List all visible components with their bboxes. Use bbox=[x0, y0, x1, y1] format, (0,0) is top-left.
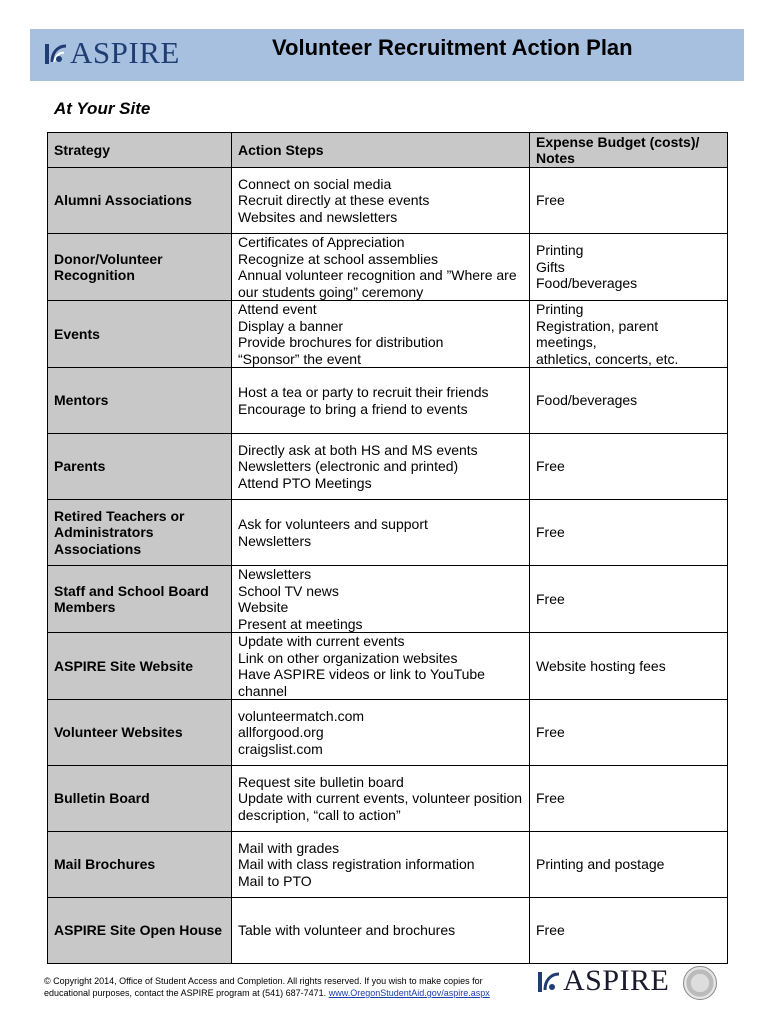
strategy-cell bbox=[48, 898, 232, 964]
table-row bbox=[48, 500, 728, 566]
action-steps-cell-line: Mail with grades bbox=[238, 839, 340, 856]
expense-notes-cell bbox=[530, 234, 728, 301]
strategy-cell-line: Volunteer Websites bbox=[54, 724, 183, 741]
expense-notes-cell-line: Food/beverages bbox=[536, 275, 638, 292]
expense-notes-cell-line: athletics, concerts, etc. bbox=[536, 350, 679, 367]
action-steps-cell bbox=[232, 301, 530, 368]
action-steps-cell-line: craigslist.com bbox=[238, 740, 323, 757]
table-row bbox=[48, 700, 728, 766]
table-row bbox=[48, 633, 728, 700]
strategy-cell bbox=[48, 566, 232, 633]
strategy-cell-line: Donor/Volunteer bbox=[54, 250, 163, 267]
copyright-line-1: © Copyright 2014, Office of Student Access and Completion. All rights reserved. If you wish to make copies for bbox=[44, 976, 483, 986]
footer-copyright bbox=[44, 975, 524, 999]
strategy-cell bbox=[48, 832, 232, 898]
action-plan-table bbox=[47, 132, 728, 964]
action-steps-cell-line: Provide brochures for distribution bbox=[238, 334, 444, 350]
footer-aspire-logo bbox=[537, 966, 669, 996]
action-steps-cell-line: Website bbox=[238, 599, 289, 615]
action-steps-cell-line: Table with volunteer and brochures bbox=[238, 922, 456, 939]
strategy-cell-line: ASPIRE Site Website bbox=[54, 657, 194, 674]
action-steps-cell bbox=[232, 168, 530, 234]
strategy-cell-line: Alumni Associations bbox=[54, 192, 192, 209]
expense-notes-cell bbox=[530, 633, 728, 700]
strategy-cell-line: Staff and School Board bbox=[54, 582, 209, 599]
expense-notes-cell-line: Website hosting fees bbox=[536, 657, 666, 674]
strategy-cell-line: Parents bbox=[54, 458, 106, 475]
strategy-cell-line: Mail Brochures bbox=[54, 856, 156, 873]
strategy-cell-line: Bulletin Board bbox=[54, 790, 150, 807]
strategy-cell bbox=[48, 301, 232, 368]
action-steps-cell-line: Link on other organization websites bbox=[238, 649, 458, 666]
expense-notes-cell-line: Free bbox=[536, 458, 565, 475]
action-steps-cell-line: Request site bulletin board bbox=[238, 773, 404, 790]
logo-text: ASPIRE bbox=[70, 35, 180, 70]
action-steps-cell-line: Ask for volunteers and support bbox=[238, 516, 428, 532]
column-header-action-steps: Action Steps bbox=[232, 133, 530, 168]
strategy-cell-line: Associations bbox=[54, 540, 142, 557]
column-header-strategy: Strategy bbox=[48, 133, 232, 168]
action-steps-cell-line: School TV news bbox=[238, 582, 339, 599]
strategy-cell bbox=[48, 700, 232, 766]
action-steps-cell-line: Attend event bbox=[238, 301, 317, 317]
action-steps-cell-line: Mail to PTO bbox=[238, 872, 312, 889]
action-steps-cell-line: Newsletters bbox=[238, 532, 312, 549]
section-subtitle: At Your Site bbox=[54, 99, 151, 118]
strategy-cell bbox=[48, 234, 232, 301]
action-steps-cell-line: description, “call to action” bbox=[238, 806, 401, 823]
action-steps-cell-line: Newsletters (electronic and printed) bbox=[238, 458, 459, 475]
strategy-cell bbox=[48, 633, 232, 700]
table-row bbox=[48, 434, 728, 500]
expense-notes-cell bbox=[530, 368, 728, 434]
action-steps-cell bbox=[232, 633, 530, 700]
action-steps-cell bbox=[232, 832, 530, 898]
expense-notes-cell bbox=[530, 500, 728, 566]
action-steps-cell-line: Websites and newsletters bbox=[238, 208, 398, 225]
action-steps-cell-line: Recruit directly at these events bbox=[238, 192, 430, 209]
expense-notes-cell-line: Free bbox=[536, 590, 565, 607]
expense-notes-cell bbox=[530, 434, 728, 500]
strategy-cell-line: Retired Teachers or bbox=[54, 507, 185, 524]
strategy-cell bbox=[48, 434, 232, 500]
action-steps-cell bbox=[232, 766, 530, 832]
table-row bbox=[48, 566, 728, 633]
action-steps-cell bbox=[232, 566, 530, 633]
action-steps-cell-line: Update with current events, volunteer position bbox=[238, 790, 523, 807]
action-steps-cell-line: allforgood.org bbox=[238, 724, 324, 741]
table-row bbox=[48, 234, 728, 301]
table-header-row bbox=[48, 133, 728, 168]
action-steps-cell-line: our students going” ceremony bbox=[238, 283, 424, 300]
expense-notes-cell bbox=[530, 566, 728, 633]
action-steps-cell-line: Present at meetings bbox=[238, 615, 363, 632]
strategy-cell-line: Mentors bbox=[54, 392, 109, 409]
strategy-cell bbox=[48, 368, 232, 434]
action-steps-cell-line: Have ASPIRE videos or link to YouTube bbox=[238, 666, 485, 682]
action-steps-cell-line: Mail with class registration information bbox=[238, 856, 475, 873]
expense-notes-cell bbox=[530, 832, 728, 898]
strategy-cell bbox=[48, 500, 232, 566]
action-steps-cell bbox=[232, 434, 530, 500]
expense-notes-cell-line: Food/beverages bbox=[536, 392, 638, 409]
action-steps-cell bbox=[232, 898, 530, 964]
strategy-cell-line: Members bbox=[54, 599, 116, 615]
action-steps-cell-line: Newsletters bbox=[238, 566, 312, 582]
expense-notes-cell bbox=[530, 766, 728, 832]
action-steps-cell-line: Directly ask at both HS and MS events bbox=[238, 441, 478, 458]
expense-notes-cell-line: Free bbox=[536, 790, 565, 807]
action-steps-cell bbox=[232, 500, 530, 566]
strategy-cell bbox=[48, 766, 232, 832]
aspire-logo bbox=[44, 35, 180, 70]
action-steps-cell bbox=[232, 700, 530, 766]
header-banner bbox=[30, 29, 744, 81]
strategy-cell-line: Administrators bbox=[54, 524, 154, 541]
expense-notes-cell-line: Free bbox=[536, 724, 565, 741]
expense-notes-cell bbox=[530, 700, 728, 766]
footer-link[interactable]: www.OregonStudentAid.gov/aspire.aspx bbox=[328, 988, 490, 998]
expense-notes-cell-line: Free bbox=[536, 192, 565, 209]
action-steps-cell-line: Host a tea or party to recruit their friends bbox=[238, 384, 489, 400]
state-seal-icon bbox=[683, 966, 717, 1000]
action-steps-cell-line: Annual volunteer recognition and ”Where are bbox=[238, 267, 517, 283]
column-header-expense-notes: Expense Budget (costs)/ Notes bbox=[530, 133, 728, 168]
expense-notes-cell-line: Printing bbox=[536, 242, 584, 259]
action-steps-cell-line: Recognize at school assemblies bbox=[238, 250, 438, 267]
aspire-swirl-icon bbox=[44, 40, 68, 66]
table-row bbox=[48, 368, 728, 434]
table-body bbox=[48, 168, 728, 964]
table-row bbox=[48, 898, 728, 964]
table-row bbox=[48, 766, 728, 832]
expense-notes-cell-line: Free bbox=[536, 524, 565, 541]
action-steps-cell-line: Display a banner bbox=[238, 317, 344, 334]
expense-notes-cell bbox=[530, 301, 728, 368]
expense-notes-cell-line: Registration, parent meetings, bbox=[536, 317, 659, 350]
expense-notes-cell-line: Printing bbox=[536, 301, 584, 317]
footer-logo-text: ASPIRE bbox=[563, 964, 670, 997]
expense-notes-cell bbox=[530, 168, 728, 234]
action-steps-cell-line: Certificates of Appreciation bbox=[238, 234, 405, 250]
action-steps-cell-line: Update with current events bbox=[238, 633, 405, 649]
action-steps-cell-line: “Sponsor” the event bbox=[238, 350, 361, 367]
table-row bbox=[48, 832, 728, 898]
expense-notes-cell-line: Printing and postage bbox=[536, 856, 665, 873]
strategy-cell bbox=[48, 168, 232, 234]
action-steps-cell-line: Encourage to bring a friend to events bbox=[238, 400, 468, 417]
action-steps-cell bbox=[232, 368, 530, 434]
table-row bbox=[48, 168, 728, 234]
action-steps-cell-line: volunteermatch.com bbox=[238, 707, 365, 724]
action-steps-cell-line: channel bbox=[238, 682, 288, 699]
page-title: Volunteer Recruitment Action Plan bbox=[272, 35, 633, 60]
strategy-cell-line: Events bbox=[54, 325, 100, 342]
action-steps-cell-line: Attend PTO Meetings bbox=[238, 474, 372, 491]
strategy-cell-line: Recognition bbox=[54, 267, 135, 283]
action-steps-cell-line: Connect on social media bbox=[238, 175, 392, 192]
strategy-cell-line: ASPIRE Site Open House bbox=[54, 922, 223, 939]
table-row bbox=[48, 301, 728, 368]
action-steps-cell bbox=[232, 234, 530, 301]
expense-notes-cell-line: Gifts bbox=[536, 258, 565, 275]
footer-aspire-swirl-icon bbox=[537, 968, 561, 994]
copyright-line-2: educational purposes, contact the ASPIRE program at (541) 687-7471. bbox=[44, 988, 327, 998]
expense-notes-cell-line: Free bbox=[536, 922, 565, 939]
expense-notes-cell bbox=[530, 898, 728, 964]
